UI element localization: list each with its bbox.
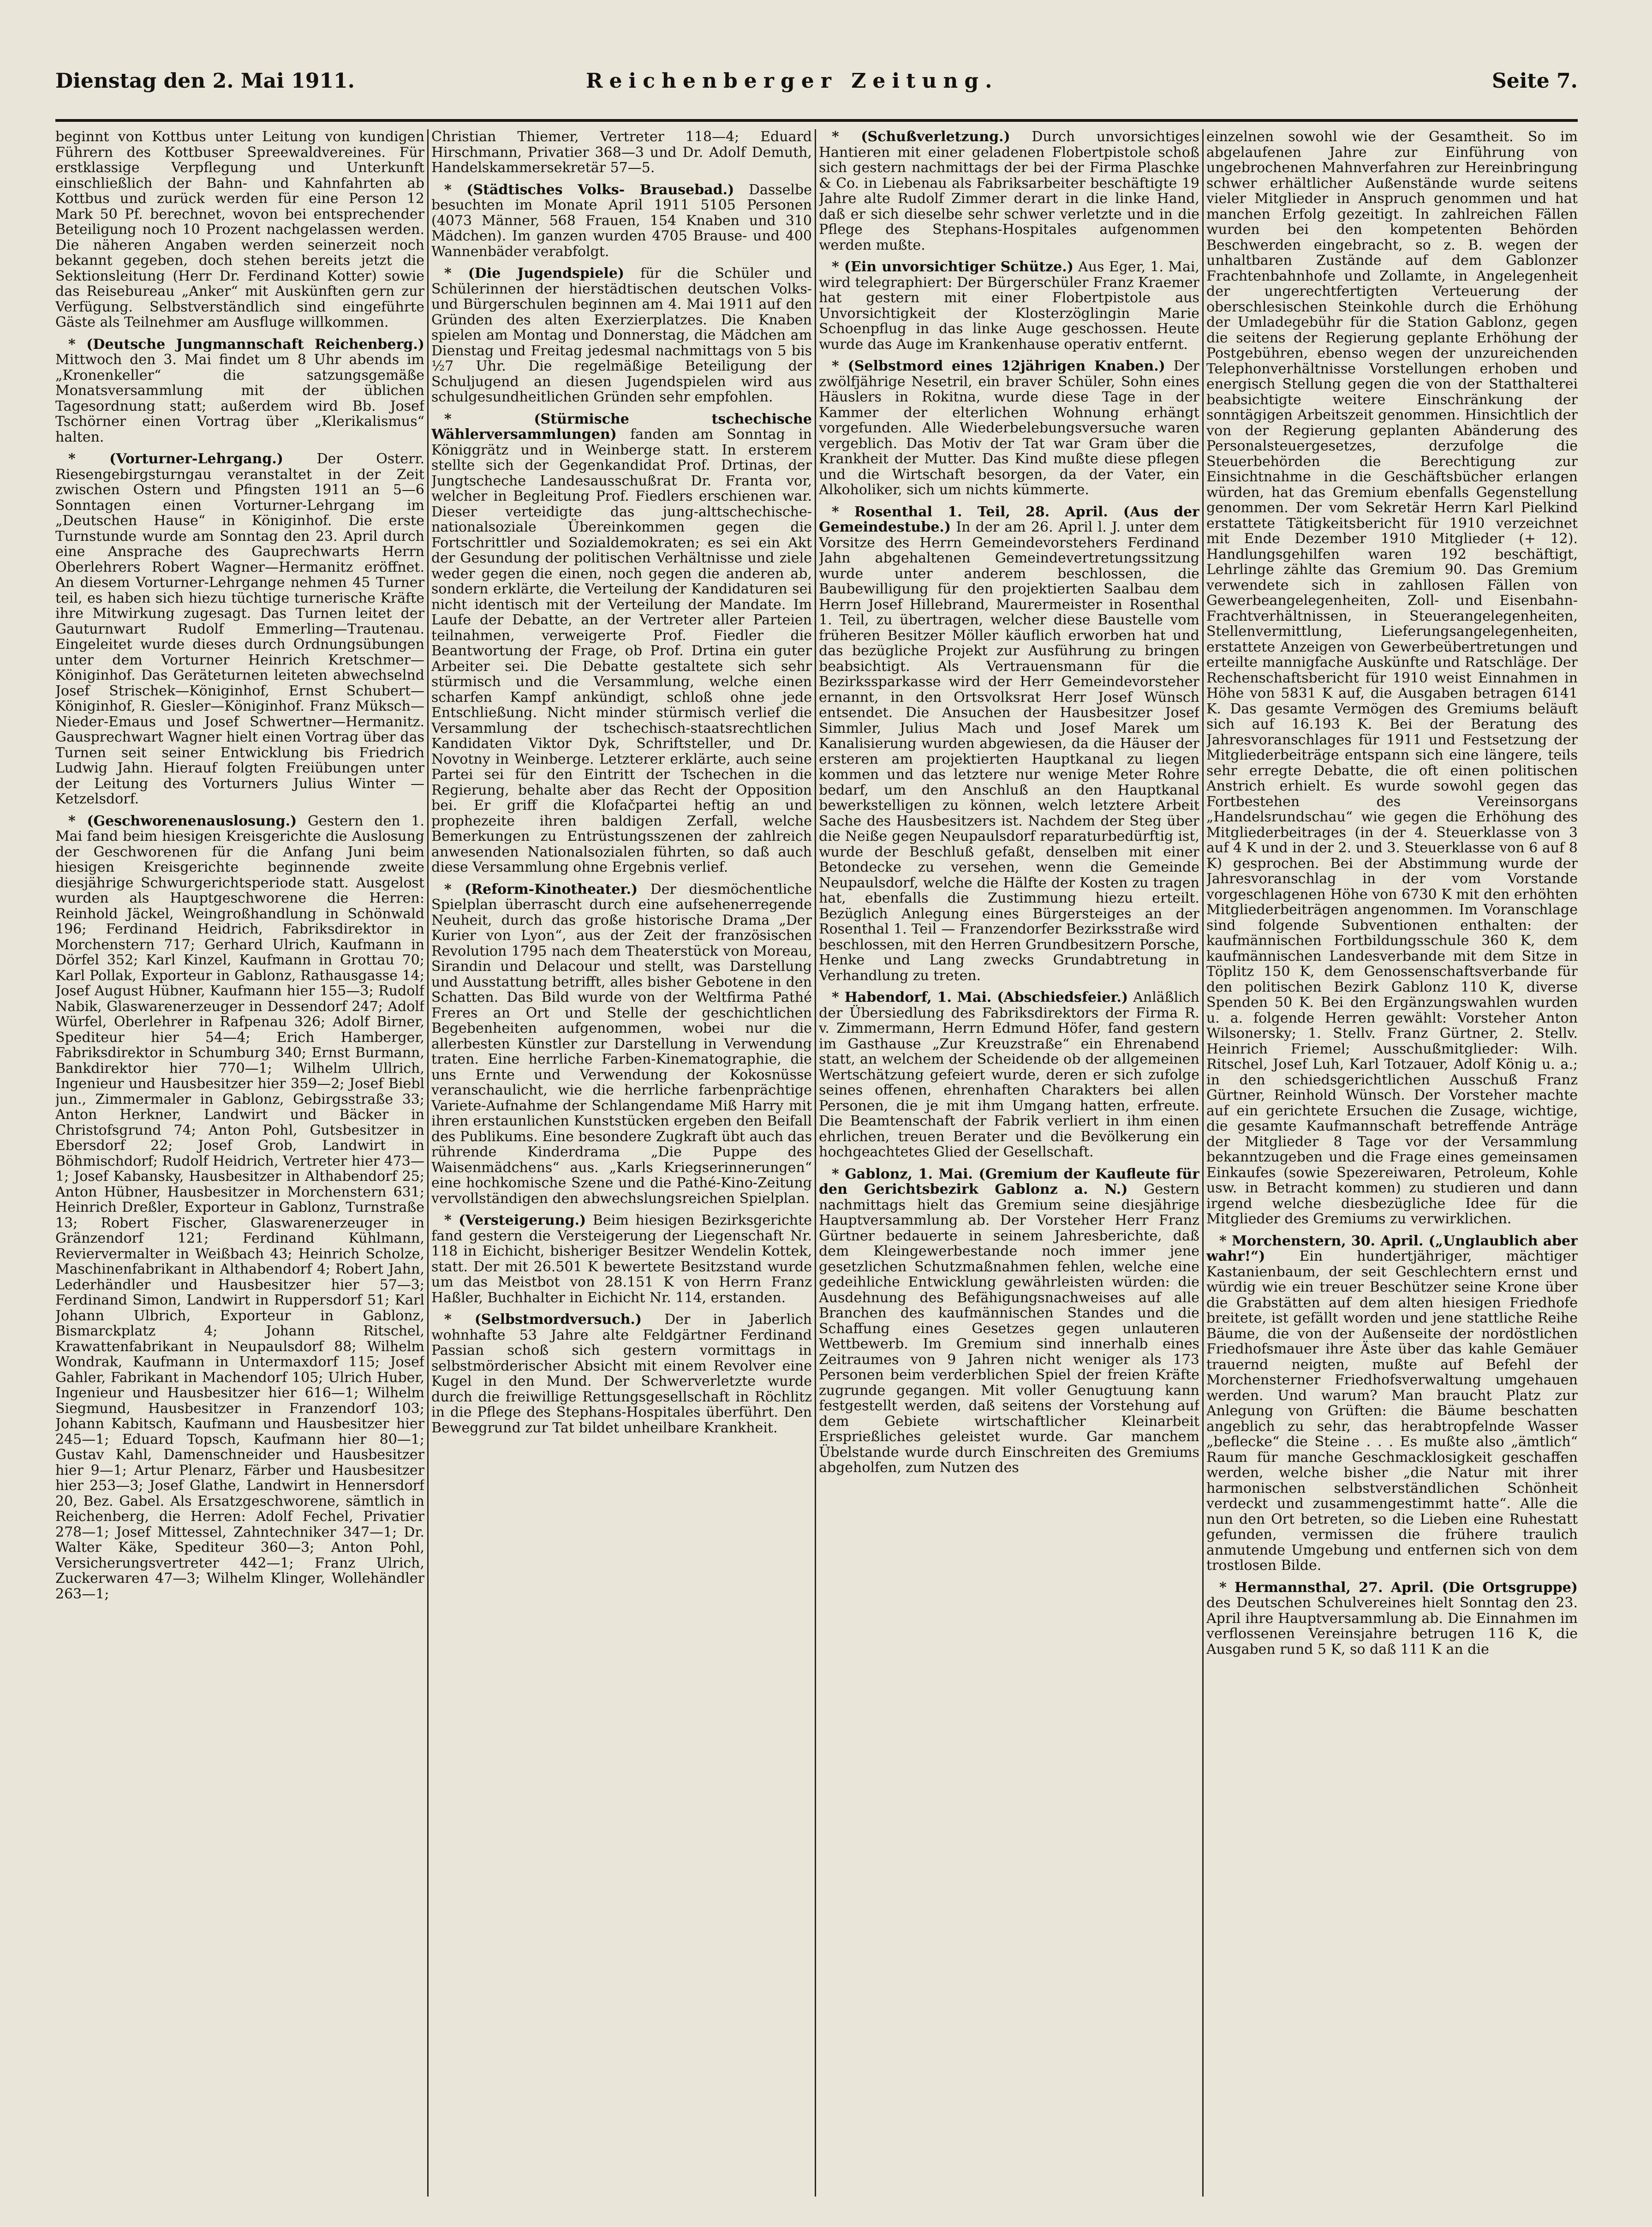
article [55, 337, 424, 445]
column-2 [431, 129, 812, 2206]
article [819, 990, 1199, 1160]
article-text: Gestern den 1. Mai fand beim hiesigen Kreisgerichte die Auslosung der Geschworenen für die Anfang Juni beim hiesigen Kreisgerichte beginnende zweite diesjährige Schwurgerichtsperiode statt. Ausgelost wurden als Hauptgeschworene die Herren: Reinhold Jäckel, Weingroßhandlung in Schönwald 196; Ferdinand Heidrich, Fabriksdirektor in Morchenstern 717; Gerhard Ulrich, Kaufmann in Dörfel 352; Karl Kinzel, Kaufmann in Grottau 70; Karl Pollak, Exporteur in Gablonz, Rathausgasse 14; Josef August Hübner, Kaufmann hier 155—3; Rudolf Nabik, Glaswarenerzeuger in Dessendorf 247; Adolf Würfel, Oberlehrer in Rafpenau 326; Adolf Birner, Spediteur hier 54—4; Erich Hamberger, Fabriksdirektor in Schumburg 340; Ernst Burmann, Bankdirektor hier 770—1; Wilhelm Ullrich, Ingenieur und Hausbesitzer hier 359—2; Josef Biebl jun., Zimmermaler in Gablonz, Gebirgsstraße 33; Anton Herkner, Landwirt und Bäcker in Christofsgrund 74; Anton Pohl, Gutsbesitzer in Ebersdorf 22; Josef Grob, Landwirt in Böhmischdorf; Rudolf Heidrich, Vertreter hier 473—1; Josef Kabansky, Hausbesitzer in Althabendorf 25; Anton Hübner, Hausbesitzer in Morchenstern 631; Heinrich Dreßler, Exporteur in Gablonz, Turnstraße 13; Robert Fischer, Glaswarenerzeuger in Gränzendorf 121; Ferdinand Kühlmann, Reviervermalter in Weißbach 43; Heinrich Scholze, Maschinenfabrikant in Althabendorf 4; Robert Jahn, Lederhändler und Hausbesitzer hier 57—3; Ferdinand Simon, Landwirt in Ruppersdorf 51; Karl Johann Ulbrich, Exporteur in Gablonz, Bismarckplatz 4; Johann Ritschel, Krawattenfabrikant in Neupaulsdorf 88; Wilhelm Wondrak, Kaufmann in Untermaxdorf 115; Josef Gahler, Fabrikant in Machendorf 105; Ulrich Huber, Ingenieur und Hausbesitzer hier 616—1; Wilhelm Siegmund, Hausbesitzer in Franzendorf 103; Johann Kabitsch, Kaufmann und Hausbesitzer hier 245—1; Eduard Topsch, Kaufmann hier 80—1; Gustav Kahl, Damenschneider und Hausbesitzer hier 9—1; Artur Plenarz, Färber und Hausbesitzer hier 253—3; Josef Glathe, Landwirt in Hennersdorf 20, Bez. Gabel. Als Ersatzgeschworene, sämtlich in Reichenberg, die Herren: Adolf Fechel, Privatier 278—1; Josef Mittessel, Zahntechniker 347—1; Dr. Walter Käke, Spediteur 360—3; Anton Pohl, Versicherungsvertreter 442—1; Franz Ulrich, Zuckerwaren 47—3; Wilhelm Klinger, Wollehändler 263—1; [55, 813, 424, 1602]
article-text: Dasselbe besuchten im Monate April 1911 5105 Personen (4073 Männer, 568 Frauen, 154 Knaben und 310 Mädchen). Im ganzen wurden 4705 Brause- und 400 Wannenbäder verabfolgt. [431, 181, 812, 260]
article-text: Mittwoch den 3. Mai findet um 8 Uhr abends im „Kronenkeller“ die satzungsgemäße Monatsversammlung mit der üblichen Tagesordnung statt; außerdem wird Bb. Josef Tschörner einen Vortrag über „Klerikalismus“ halten. [55, 352, 424, 445]
article-text: für die Schüler und Schülerinnen der hierstädtischen deutschen Volks- und Bürgerschulen beginnen am 4. Mai 1911 auf den Gründen des alten Exerzierplatzes. Die Knaben spielen am Montag und Donnerstag, die Mädchen am Dienstag und Freitag jedesmal nachmittags von 5 bis ½7 Uhr. Die regelmäßige Beteiligung der Schuljugend an diesen Jugendspielen wird aus schulgesundheitlichen Gründen sehr empfohlen. [431, 265, 812, 405]
article [431, 882, 812, 1207]
column-1 [55, 129, 424, 2206]
article-title: * Gablonz, 1. Mai. (Gremium der Kaufleute für den Gerichtsbezirk Gablonz a. N.) [819, 1166, 1199, 1197]
column-divider [1202, 129, 1204, 2197]
article [55, 814, 424, 1602]
issue-date: Dienstag den 2. Mai 1911. [55, 69, 355, 93]
article [431, 1312, 812, 1436]
column-divider [815, 129, 816, 2197]
article-text: In der am 26. April l. J. unter dem Vorsitze des Herrn Gemeindevorstehers Ferdinand Jahn abgehaltenen Gemeindevertretungssitzung wurde unter anderem beschlossen, die Baubewilligung für den projektierten Saalbau dem Herrn Josef Hillebrand, Maurermeister in Rosenthal 1. Teil, zu übertragen, welcher diese Baustelle vom früheren Besitzer Möller käuflich erworben hat und das bezügliche Projekt zur Ausführung zu bringen beabsichtigt. Als Vertrauensmann für die Bezirkssparkasse wird der Herr Gemeindevorsteher ernannt, in den Ortsvolksrat Herr Josef Wünsch entsendet. Die Ansuchen der Hausbesitzer Josef Simmler, Julius Mach und Josef Marek um Kanalisierung wurden abgewiesen, da die Häuser der ersteren am projektierten Hauptkanal zu liegen kommen und das letztere nur wenige Meter Rohre bedarf, um den Anschluß an den Hauptkanal bewerkstelligen zu können, welch letztere Arbeit Sache des Hausbesitzers ist. Nachdem der Steg über die Neiße gegen Neupaulsdorf reparaturbedürftig ist, wurde der Beschluß gefaßt, denselben mit einer Betondecke zu versehen, wenn die Gemeinde Neupaulsdorf, welche die Hälfte der Kosten zu tragen hat, ebenfalls die Zustimmung hiezu erteilt. Bezüglich Anlegung eines Bürgersteiges an der Rosenthal 1. Teil — Franzendorfer Bezirksstraße wird beschlossen, mit den Herren Grundbesitzern Porsche, Henke und Lang zwecks Grundabtretung in Verhandlung zu treten. [819, 519, 1199, 984]
article-text: Christian Thiemer, Vertreter 118—4; Eduard Hirschmann, Privatier 368—3 und Dr. Adolf Demuth, Handelskammersekretär 57—5. [431, 129, 812, 176]
article [431, 1213, 812, 1305]
article [819, 259, 1199, 352]
article-title: * (Selbstmord eines 12jährigen Knaben.) [832, 358, 1165, 374]
article-text: Gestern nachmittags hielt das Gremium seine diesjährige Hauptversammlung ab. Der Vorsteher Herr Franz Gürtner bedauerte in seinem Jahresberichte, daß dem Kleingewerbestande noch immer jene gesetzlichen Schutzmaßnahmen fehlen, welche eine gedeihliche Entwicklung gewährleisten würden: die Ausdehnung des Befähigungsnachweises auf alle Branchen des kaufmännischen Standes und die Schaffung eines Gesetzes gegen unlauteren Wettbewerb. Im Gremium sind innerhalb eines Zeitraumes von 9 Jahren nicht weniger als 173 Personen beim verderblichen Spiel der freien Kräfte zugrunde gegangen. Mit voller Genugtuung kann festgestellt werden, daß seitens der Vorstehung auf dem Gebiete wirtschaftlicher Kleinarbeit Ersprießliches geleistet wurde. Gar manchem Übelstande wurde durch Einschreiten des Gremiums abgeholfen, zum Nutzen des [819, 1181, 1199, 1476]
article-text: Ein hundertjähriger, mächtiger Kastanienbaum, der seit Geschlechtern ernst und würdig wie ein treuer Beschützer seine Krone über die Grabstätten auf dem alten hiesigen Friedhofe breitete, ist gefällt worden und jene stattliche Reihe Bäume, die von der Außenseite der nordöstlichen Friedhofsmauer ihre Äste über das kahle Gemäuer trauernd neigten, mußte auf Befehl der Morchensterner Friedhofsverwaltung umgehauen werden. Und warum? Man braucht Platz zur Anlegung von Grüften: die Bäume beschatten angeblich zu sehr, das herabtropfelnde Wasser „beflecke“ die Steine . . . Es mußte also „ämtlich“ Raum für manche Geschmacklosigkeit geschaffen werden, welche bisher „die Natur mit ihrer harmonischen selbstverständlichen Schönheit verdeckt und zusammengestimmt hatte“. Alle die nun den Ort betreten, so die Lieben eine Ruhestatt gefunden, vermissen die frühere traulich anmutende Umgebung und entfernen sich von dem trostlosen Bilde. [1206, 1248, 1578, 1574]
article-text: Anläßlich der Übersiedlung des Fabriksdirektors der Firma R. v. Zimmermann, Herrn Edmund Höfer, fand gestern im Gasthause „Zur Kreuzstraße“ ein Ehrenabend statt, an welchem der Scheidende ob der allgemeinen Wertschätzung gefeiert wurde, deren er sich zufolge seines offenen, ehrenhaften Charakters bei allen Personen, die je mit ihm Umgang hatten, erfreute. Die Beamtenschaft der Fabrik verliert in ihm einen ehrlichen, treuen Berater und die Bevölkerung ein hochgeachtetes Glied der Gesellschaft. [819, 989, 1199, 1160]
article [1206, 1233, 1578, 1574]
article-title: * (Schußverletzung.) [832, 129, 1010, 145]
article [431, 266, 812, 405]
article-text: fanden am Sonntag in Königgrätz und in Weinberge statt. In ersterem stellte sich der Gegenkandidat Prof. Drtinas, der Jungtscheche Landesausschußrat Dr. Franta vor, welcher in Begleitung Prof. Fiedlers erschienen war. Dieser verteidigte das jung-alttschechische-nationalsoziale Übereinkommen gegen die Fortschrittler und Sozialdemokraten; es sei ein Akt der Gesundung der politischen Verhältnisse und ziele weder gegen die einen, noch gegen die anderen ab, sondern erklärte, die Verteilung der Kandidaturen sei nicht identisch mit der Verteilung der Mandate. Im Laufe der Debatte, an der Vertreter aller Parteien teilnahmen, verweigerte Prof. Fiedler die Beantwortung der Frage, ob Prof. Drtina ein guter Arbeiter sei. Die Debatte gestaltete sich sehr stürmisch und die Versammlung, welche einen scharfen Kampf ankündigt, schloß ohne jede Entschließung. Nicht minder stürmisch verlief die Versammlung der tschechisch-staatsrechtlichen Kandidaten Viktor Dyk, Schriftsteller, und Dr. Novotny in Weinberge. Letzterer erklärte, auch seine Partei sei für den Eintritt der Tschechen in die Regierung, behalte aber das Recht der Opposition bei. Er griff die Klofačpartei heftig an und prophezeite ihren baldigen Zerfall, welche Bemerkungen zu Entrüstungsszenen der zahlreich anwesenden Nationalsozialen führten, so daß auch diese Versammlung ohne Ergebnis verlief. [431, 426, 812, 875]
article-title: * (Städtisches Volks- Brausebad.) [444, 181, 734, 198]
article [819, 504, 1199, 984]
article-title: * Morchenstern, 30. April. („Unglaublich aber wahr!“) [1206, 1233, 1578, 1264]
article-text: Aus Eger, 1. Mai, wird telegraphiert: Der Bürgerschüler Franz Kraemer hat gestern mit einer Flobertpistole aus Unvorsichtigkeit der Klosterzöglingin Marie Schoenpflug in das linke Auge geschossen. Heute wurde das Auge im Krankenhause operativ entfernt. [819, 259, 1199, 353]
article-text: Der Osterr. Riesengebirgsturngau veranstaltet in der Zeit zwischen Ostern und Pfingsten 1911 an 5—6 Sonntagen einen Vorturner-Lehrgang im „Deutschen Hause“ in Königinhof. Die erste Turnstunde wurde am Sonntag den 23. April durch eine Ansprache des Gauprechwarts Herrn Oberlehrers Robert Wagner—Hermanitz eröffnet. An diesem Vorturner-Lehrgange nehmen 45 Turner teil, es haben sich hiezu tüchtige turnerische Kräfte ihre Mitwirkung zugesagt. Das Turnen leitet der Gauturnwart Rudolf Emmerling—Trautenau. Eingeleitet wurde dieses durch Ordnungsübungen unter dem Vorturner Heinrich Kretschmer—Königinhof. Das Geräteturnen leiteten abwechselnd Josef Strischek—Königinhof, Ernst Schubert—Königinhof, R. Giesler—Königinhof. Franz Müksch—Nieder-Emaus und Josef Schwertner—Hermanitz. Gausprechwart Wagner hielt einen Vortrag über das Turnen seit seiner Entwicklung bis Friedrich Ludwig Jahn. Hierauf folgten Freiübungen unter der Leitung des Vorturners Julius Winter —Ketzelsdorf. [55, 451, 424, 807]
article-text: des Deutschen Schulvereines hielt Sonntag den 23. April ihre Hauptversammlung ab. Die Einnahmen im verflossenen Vereinsjahre betrugen 116 K, die Ausgaben rund 5 K, so daß 111 K an die [1206, 1595, 1578, 1658]
column-divider [427, 129, 429, 2197]
article-title: * (Deutsche Jungmannschaft Reichenberg.) [68, 336, 424, 353]
article [1206, 1580, 1578, 1658]
article-title: * Habendorf, 1. Mai. (Abschiedsfeier.) [832, 989, 1128, 1006]
column-4 [1206, 129, 1578, 2206]
article-title: * (Vorturner-Lehrgang.) [68, 451, 283, 467]
article [431, 182, 812, 260]
article [819, 359, 1199, 498]
article-title: * (Versteigerung.) [444, 1212, 586, 1228]
article-text: Beim hiesigen Bezirksgerichte fand gestern die Versteigerung der Liegenschaft Nr. 118 in Eichicht, bisheriger Besitzer Wendelin Kottek, statt. Der mit 26.501 K bewertete Besitzstand wurde um das Meistbot von 28.151 K von Herrn Franz Haßler, Buchhalter in Eichicht Nr. 114, erstanden. [431, 1212, 812, 1306]
article [819, 1167, 1199, 1476]
article [819, 129, 1199, 253]
article-text: Der diesmöchentliche Spielplan überrascht durch eine aufsehenerregende Neuheit, durch das große historische Drama „Der Kurier von Lyon“, aus der Zeit der französischen Revolution 1795 nach dem Theaterstück von Moreau, Sirandin und Delacour und stellt, was Darstellung und Ausstattung betrifft, alles bisher Gebotene in den Schatten. Das Bild wurde von der Weltfirma Pathé Freres an Ort und Stelle der geschichtlichen Begebenheiten aufgenommen, wobei nur die allerbesten Künstler zur Darstellung in Verwendung traten. Eine herrliche Farben-Kinematographie, die uns Ernte und Verwendung der Kokosnüsse veranschaulicht, wie die herrliche farbenprächtige Variete-Aufnahme der Schlangendame Miß Harry mit ihren erstaunlichen Kunststücken ergeben den Beifall des Publikums. Eine besondere Zugkraft übt auch das rührende Kinderdrama „Die Puppe des Waisenmädchens“ aus. „Karls Kriegserinnerungen“ eine hochkomische Szene und die Pathé-Kino-Zeitung vervollständigen den abwechslungsreichen Spielplan. [431, 881, 812, 1207]
article-title: * (Selbstmordversuch.) [444, 1311, 642, 1328]
article-title: * Hermannsthal, 27. April. (Die Ortsgruppe) [1219, 1579, 1578, 1596]
article-text: Der zwölfjährige Nesetril, ein braver Schüler, Sohn eines Häuslers in Rokitna, wurde diese Tage in der Kammer der elterlichen Wohnung erhängt vorgefunden. Alle Wiederbelebungsversuche waren vergeblich. Das Motiv der Tat war Gram über die Krankheit der Mutter. Das Kind mußte diese pflegen und die Wirtschaft besorgen, da der Vater, ein Alkoholiker, sich um nichts kümmerte. [819, 358, 1199, 498]
article-title: * (Ein unvorsichtiger Schütze.) [832, 259, 1074, 275]
newspaper-title: Reichenberger Zeitung. [586, 69, 999, 93]
article [431, 412, 812, 875]
article [55, 451, 424, 807]
column-3 [819, 129, 1199, 2206]
page-number: Seite 7. [1491, 69, 1578, 93]
article-title: * Rosenthal 1. Teil, 28. April. (Aus der Gemeindestube.) [819, 503, 1199, 535]
article-title: * (Stürmische tschechische Wählerversammlungen) [431, 411, 812, 443]
article-title: * (Reform-Kinotheater.) [444, 881, 638, 898]
article-title: * (Geschworenenauslosung.) [68, 813, 297, 829]
article-text: einzelnen sowohl wie der Gesamtheit. So im abgelaufenen Jahre zur Einführung von ungebrochenen Mahnverfahren zur Hereinbringung schwer erhältlicher Außenstände wurde seitens vieler Mitglieder in Anspruch genommen und hat manchen Erfolg gezeitigt. In zahlreichen Fällen wurden bei den kompetenten Behörden Beschwerden eingebracht, so z. B. wegen der unhaltbaren Zustände auf dem Gablonzer Frachtenbahnhofe und Zollamte, in Angelegenheit der ungerechtfertigten Verteuerung der oberschlesischen Steinkohle durch die Erhöhung der Umladegebühr für die Station Gablonz, gegen die seitens der Regierung geplante Erhöhung der Postgebühren, ebenso wegen der unzureichenden Telephonverhältnisse Vorstellungen erhoben und energisch Stellung gegen die von der Statthalterei beabsichtigte weitere Einschränkung der sonntägigen Arbeitszeit genommen. Hinsichtlich der von der Regierung geplanten Abänderung des Personalsteuergesetzes, derzufolge die Steuerbehörden die Berechtigung zur Einsichtnahme in die Geschäftsbücher erlangen würden, hat das Gremium ebenfalls Gegenstellung genommen. Der vom Sekretär Herrn Karl Pielkind erstattete Tätigkeitsbericht für 1910 verzeichnet mit Ende Dezember 1910 Mitglieder (+ 12). Handlungsgehilfen waren 192 beschäftigt, Lehrlinge zählte das Gremium 90. Das Gremium verwendete sich in zahllosen Fällen von Gewerbeangelegenheiten, Zoll- und Eisenbahn-Frachtverhältnissen, in Steuerangelegenheiten, Stellenvermittlung, Lieferungsangelegenheiten, erstattete Anzeigen von Gewerbeübertretungen und erteilte mannigfache Auskünfte und Ratschläge. Der Rechenschaftsbericht für 1910 weist Einnahmen in Höhe von 5831 K auf, die Ausgaben betragen 6141 K. Das gesamte Vermögen des Gremiums beläuft sich auf 16.193 K. Bei der Beratung des Jahresvoranschlages für 1911 und Festsetzung der Mitgliederbeiträge entspann sich eine längere, teils sehr erregte Debatte, die oft einen politischen Anstrich erhielt. Es wurde sowohl gegen das Fortbestehen des Vereinsorgans „Handelsrundschau“ wie gegen die Erhöhung des Mitgliederbeitrages (in der 4. Steuerklasse von 3 auf 4 K und in der 2. und 3. Steuerklasse von 6 auf 8 K) gesprochen. Bei der Abstimmung wurde der Jahresvoranschlag in der vom Vorstande vorgeschlagenen Höhe von 6730 K mit den erhöhten Mitgliederbeiträgen angenommen. Im Voranschlage sind folgende Subventionen enthalten: der kaufmännischen Fortbildungsschule 360 K, dem kaufmännischen Landesverbande mit dem Sitze in Töplitz 150 K, dem Genossenschaftsverbande für den politischen Bezirk Gablonz 110 K, diverse Spenden 50 K. Bei den Ergänzungswahlen wurden u. a. folgende Herren gewählt: Vorsteher Anton Wilsonersky; 1. Stellv. Franz Gürtner, 2. Stellv. Heinrich Friemel; Ausschußmitglieder: Wilh. Ritschel, Josef Luh, Karl Totzauer, Adolf König u. a.; in den schiedsgerichtlichen Ausschuß Franz Gürtner, Reinhold Wünsch. Der Vorsteher machte auf ein gerichtete Ersuchen die Zusage, wichtige, die gesamte Kaufmannschaft betreffende Anträge der Mitglieder 8 Tage vor der Versammlung bekanntzugeben und die Frage eines gemeinsamen Einkaufes (sowie Spezereiwaren, Petroleum, Kohle usw. in Betracht kommen) zu studieren und dann irgend welche diesbezügliche Idee für die Mitglieder des Gremiums zu verwirklichen. [1206, 129, 1578, 1227]
header-rule [55, 119, 1578, 122]
page-header [55, 69, 1578, 111]
article-text: Durch unvorsichtiges Hantieren mit einer geladenen Flobertpistole schoß sich gestern nachmittags der bei der Firma Plaschke & Co. in Liebenau als Fabriksarbeiter beschäftigte 19 Jahre alte Rudolf Zimmer derart in die linke Hand, daß er sich dieselbe sehr schwer verletzte und in die Pflege des Stephans-Hospitales aufgenommen werden mußte. [819, 129, 1199, 253]
article-text: Der in Jaberlich wohnhafte 53 Jahre alte Feldgärtner Ferdinand Passian schoß sich gestern vormittags in selbstmörderischer Absicht mit einem Revolver eine Kugel in den Mund. Der Schwerverletzte wurde durch die freiwillige Rettungsgesellschaft in Röchlitz in die Pflege des Stephans-Hospitales überführt. Den Beweggrund zur Tat bildet unheilbare Krankheit. [431, 1311, 812, 1436]
article-text: beginnt von Kottbus unter Leitung von kundigen Führern des Kottbuser Spreewaldvereines. Für erstklassige Verpflegung und Unterkunft einschließlich der Bahn- und Kahnfahrten ab Kottbus und zurück werden für eine Person 12 Mark 50 Pf. berechnet, wovon bei entsprechender Beteiligung noch 10 Prozent nachgelassen werden. Die näheren Angaben werden seinerzeit noch bekannt gegeben, doch stehen bereits jetzt die Sektionsleitung (Herr Dr. Ferdinand Kotter) sowie das Reisebureau „Anker“ mit Auskünften gern zur Verfügung. Selbstverständlich sind eingeführte Gäste als Teilnehmer am Ausfluge willkommen. [55, 129, 424, 330]
article-title: * (Die Jugendspiele) [444, 265, 625, 281]
